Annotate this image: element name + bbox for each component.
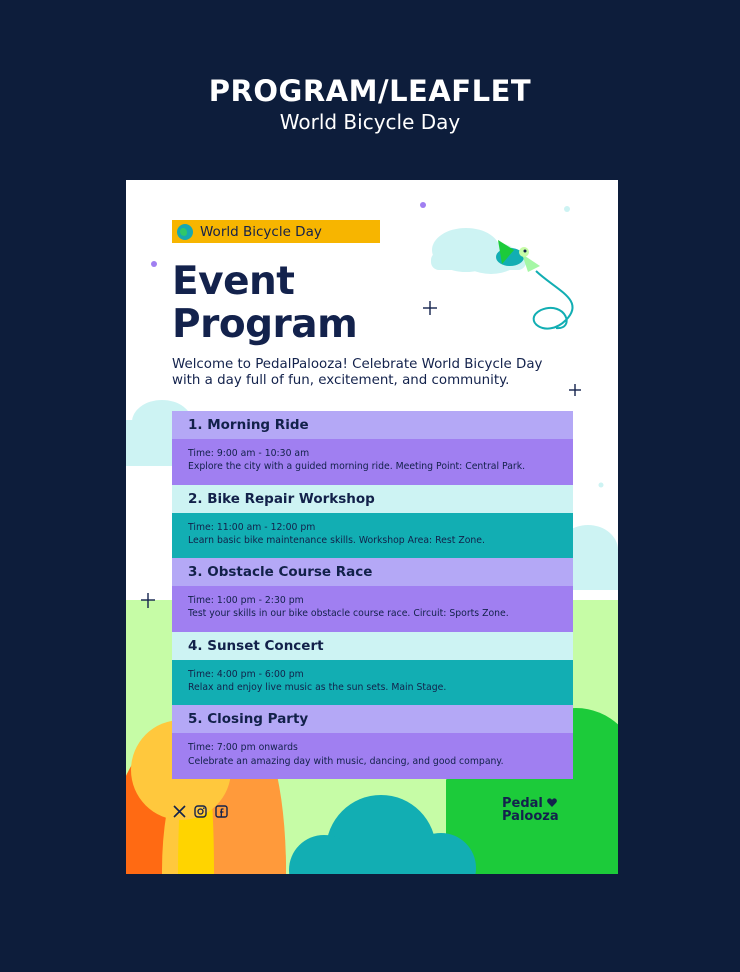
- schedule-item-bike-repair-workshop: [172, 485, 573, 559]
- schedule-item-description: Relax and enjoy live music as the sun sets. Main Stage.: [188, 681, 447, 693]
- leaflet: [126, 180, 618, 874]
- schedule-item-title: 3. Obstacle Course Race: [172, 558, 573, 586]
- social-links: [172, 804, 228, 818]
- badge-label: World Bicycle Day: [200, 223, 322, 240]
- schedule-item-description: Celebrate an amazing day with music, dancing, and good company.: [188, 755, 504, 767]
- schedule-item-time: Time: 7:00 pm onwards: [188, 742, 298, 754]
- schedule-item-body: [172, 586, 573, 632]
- event-title-line-1: Event: [172, 259, 295, 304]
- schedule-item-obstacle-course-race: [172, 558, 573, 632]
- heart-icon: [547, 798, 557, 807]
- schedule-item-title: 5. Closing Party: [172, 705, 573, 733]
- schedule-item-time: Time: 11:00 am - 12:00 pm: [188, 521, 316, 533]
- schedule-item-closing-party: [172, 705, 573, 779]
- schedule-item-sunset-concert: [172, 632, 573, 706]
- schedule-item-time: Time: 4:00 pm - 6:00 pm: [188, 668, 304, 680]
- schedule-item-description: Test your skills in our bike obstacle course race. Circuit: Sports Zone.: [188, 608, 509, 620]
- schedule-item-description: Explore the city with a guided morning ride. Meeting Point: Central Park.: [188, 461, 526, 473]
- schedule-item-time: Time: 9:00 am - 10:30 am: [188, 448, 310, 459]
- facebook-icon[interactable]: [214, 804, 228, 818]
- globe-icon: [177, 224, 193, 240]
- brand-logo: [502, 797, 559, 823]
- schedule-item-description: Learn basic bike maintenance skills. Workshop Area: Rest Zone.: [188, 534, 485, 546]
- x-icon[interactable]: [172, 804, 186, 818]
- schedule-item-morning-ride: [172, 411, 573, 485]
- brand-line-2: Palooza: [502, 809, 559, 824]
- schedule-item-title: 2. Bike Repair Workshop: [172, 485, 573, 513]
- instagram-icon[interactable]: [193, 804, 207, 818]
- page-subtitle: World Bicycle Day: [279, 110, 461, 134]
- brand-name-pedal: Pedal: [502, 796, 543, 811]
- schedule-list: [172, 411, 573, 779]
- schedule-item-time: Time: 1:00 pm - 2:30 pm: [188, 595, 304, 607]
- schedule-item-body: [172, 513, 573, 559]
- event-title-line-2: Program: [172, 302, 358, 347]
- schedule-item-body: [172, 733, 573, 779]
- welcome-text: Welcome to PedalPalooza! Celebrate World Bicycle Day with a day full of fun, excitement, and community.: [172, 357, 543, 388]
- schedule-item-body: [172, 660, 573, 706]
- schedule-item-body: [172, 439, 573, 485]
- page-title: PROGRAM/LEAFLET: [208, 74, 532, 108]
- event-title: [172, 260, 357, 346]
- schedule-item-title: 4. Sunset Concert: [172, 632, 573, 660]
- bird-illustration: [496, 240, 573, 329]
- schedule-item-title: 1. Morning Ride: [172, 411, 573, 439]
- event-badge: [172, 220, 380, 243]
